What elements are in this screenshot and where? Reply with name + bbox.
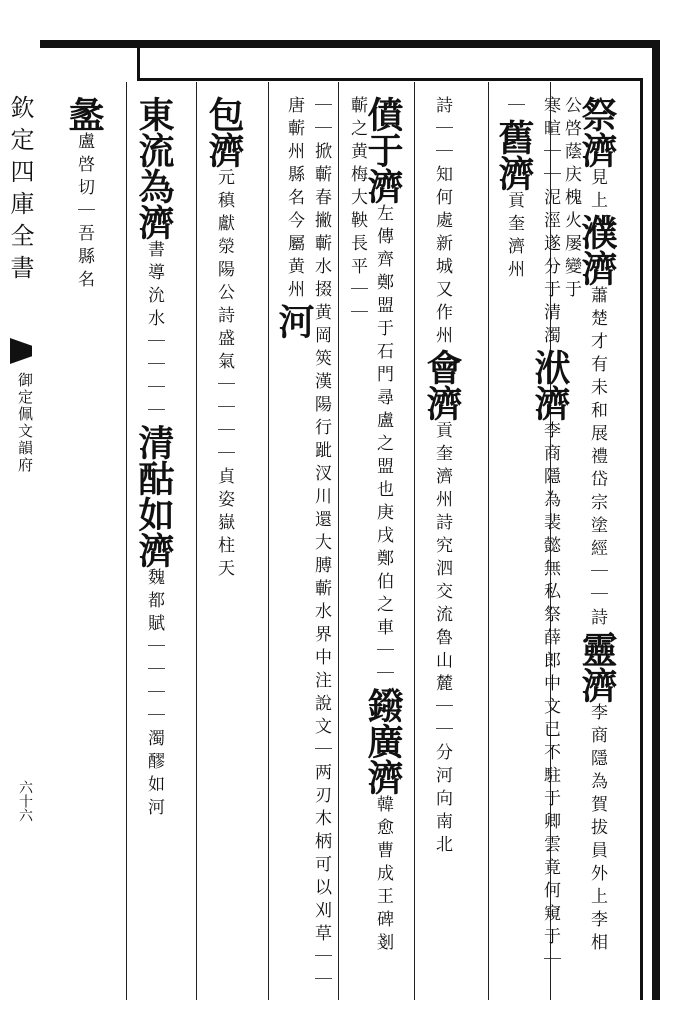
headword: 會濟: [421, 349, 463, 421]
column-rule: [338, 82, 339, 1000]
annotation-text: 元稹獻滎陽公詩盛氣｜｜｜｜貞姿嶽柱天: [214, 168, 234, 582]
text-column: [133, 96, 175, 976]
frame-inner-top-border: [140, 78, 640, 81]
frame-inner-right-border: [640, 78, 643, 1000]
annotation-text: 左傳齊鄭盟于石門尋盧之盟也庚戌鄭伯之車｜｜: [373, 204, 393, 687]
headword: 盠: [63, 96, 105, 132]
annotation-text: ｜｜掀蘄春撇蘄水掇黄岡筴漢陽行跐汊川還大膊蘄水界中注說文｜两刃木柄可以刈草｜｜唐蘄州縣名今屬黄州: [284, 96, 331, 993]
column-rule: [268, 82, 269, 1000]
annotation-text: 韓愈曹成王碑剗蘄之黄梅大鞅長平｜｜: [347, 96, 393, 956]
text-column: [63, 96, 105, 976]
column-rule: [196, 82, 197, 1000]
annotation-text: 寒暄｜｜泥涇遂分于清濁: [540, 96, 560, 349]
headword: 河: [273, 303, 315, 339]
headword: 清酤如濟: [133, 424, 175, 568]
annotation-text: 盧啓切｜吾縣名: [74, 132, 94, 293]
annotation-text: 李商隱為裴懿無私祭薛郎中文已不駐于卿雲竟何窺于｜｜: [504, 96, 560, 973]
headword: 靈濟: [576, 631, 618, 703]
headword: 濮濟: [576, 214, 618, 286]
annotation-text: 貢奎濟州詩究泗交流魯山麓｜｜分河向南北: [432, 421, 452, 858]
headword: 包濟: [203, 96, 245, 168]
book-subtitle: 御定佩文韻府: [16, 372, 34, 474]
headword: 東流為濟: [133, 96, 175, 240]
column-rule: [414, 82, 415, 1000]
annotation-text: 貢奎濟州: [504, 191, 524, 283]
headword: 僨于濟: [362, 96, 404, 204]
headword: 鏺廣濟: [362, 687, 404, 795]
annotation-text: 書導沇水｜｜｜｜: [144, 240, 164, 424]
annotation-text: 見上: [587, 168, 607, 214]
folio-number: 六十六: [17, 780, 33, 822]
frame-top-border: [40, 40, 660, 48]
headword: 洑濟: [529, 349, 571, 421]
text-column: [203, 96, 245, 976]
text-column: [421, 96, 463, 976]
frame-left-box: [40, 48, 140, 81]
headword: 祭濟: [576, 96, 618, 168]
frame-right-border: [652, 40, 660, 1000]
column-rule: [126, 82, 127, 1000]
text-column: [561, 96, 618, 976]
text-column: [347, 96, 404, 976]
annotation-text: 蕭楚才有未和展禮岱宗塗經｜｜詩: [587, 286, 607, 631]
book-title: 欽定四庫全書: [6, 95, 34, 287]
text-column: [493, 96, 571, 976]
text-column: [273, 96, 331, 996]
annotation-text: 魏都賦｜｜｜｜濁醪如河: [144, 568, 164, 821]
headword: 舊濟: [493, 119, 535, 191]
annotation-text: 詩｜｜知何處新城又作州: [432, 96, 452, 349]
annotation-text: 李商隱為賀拔員外上李相公啓蔭庆槐火屡變于: [561, 96, 607, 956]
column-rule: [488, 82, 489, 1000]
